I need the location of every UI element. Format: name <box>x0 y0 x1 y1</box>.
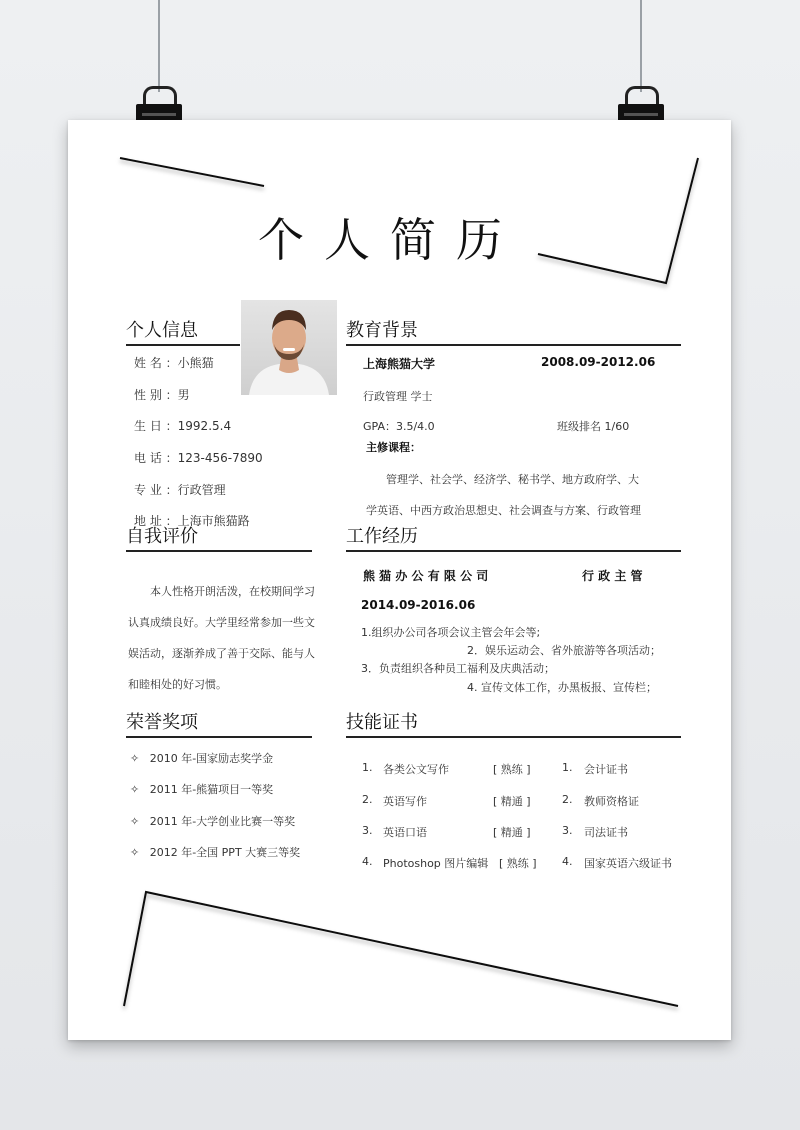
education-period: 2008.09-2012.06 <box>541 355 656 369</box>
hanging-wire-right <box>640 0 642 92</box>
section-heading-personal: 个人信息 <box>126 316 240 346</box>
field-label: 专 业 <box>134 483 162 497</box>
skill-number: 2. <box>362 793 373 806</box>
cert-name: 教师资格证 <box>584 795 639 808</box>
duty-item: 2．娱乐运动会、省外旅游等各项活动； <box>467 644 661 657</box>
section-heading-awards: 荣誉奖项 <box>126 708 312 738</box>
field-label: 地 址 <box>134 514 162 528</box>
info-row <box>134 354 214 371</box>
award-item <box>130 781 273 797</box>
school-name: 上海熊猫大学 <box>363 357 436 371</box>
skill-level: [ 精通 ] <box>493 826 531 839</box>
field-label: 电 话 <box>134 451 162 465</box>
page-title: 个人简历 <box>258 213 522 267</box>
skill-name: 英语口语 <box>383 826 427 839</box>
star-bullet-icon: ✧ <box>130 752 140 765</box>
skill-level: [ 精通 ] <box>493 795 531 808</box>
skill-number: 4. <box>362 855 373 868</box>
skill-name: 各类公文写作 <box>383 763 449 776</box>
field-label: 性 别 <box>134 388 162 402</box>
field-value: ：上海市熊猫路 <box>165 514 250 528</box>
courses-line-1: 管理学、社会学、经济学、秘书学、地方政府学、大 <box>386 473 639 486</box>
duty-item: 4. 宣传文体工作，办黑板报、宣传栏； <box>467 681 657 694</box>
skill-number: 3. <box>362 824 373 837</box>
cert-number: 3. <box>562 824 573 837</box>
self-eval-line: 和睦相处的好习惯。 <box>128 678 227 691</box>
self-eval-text <box>128 576 315 700</box>
field-value: ：行政管理 <box>165 483 226 497</box>
field-value: ：123-456-7890 <box>165 451 263 465</box>
class-rank: 班级排名 1/60 <box>557 420 630 433</box>
award-item <box>130 750 273 766</box>
duty-item: 1.组织办公司各项会议主管会年会等; <box>361 626 541 639</box>
skill-level: [ 熟练 ] <box>499 857 537 870</box>
job-position: 行 政 主 管 <box>582 569 643 583</box>
skill-number: 1. <box>362 761 373 774</box>
award-item <box>130 813 295 829</box>
info-row <box>134 481 226 498</box>
award-text: 2010 年-国家励志奖学金 <box>149 752 274 765</box>
cert-name: 司法证书 <box>584 826 628 839</box>
gpa: GPA：3.5/4.0 <box>363 420 435 433</box>
courses-label: 主修课程： <box>366 441 421 454</box>
section-heading-self-eval: 自我评价 <box>126 522 312 552</box>
award-item <box>130 844 300 860</box>
field-label: 生 日 <box>134 419 162 433</box>
award-text: 2011 年-熊猫项目一等奖 <box>149 783 274 796</box>
profile-photo <box>241 300 337 395</box>
field-value: ：小熊猫 <box>165 356 214 370</box>
cert-name: 会计证书 <box>584 763 628 776</box>
work-period: 2014.09-2016.06 <box>361 598 476 612</box>
self-eval-line: 本人性格开朗活泼，在校期间学习 <box>150 585 315 598</box>
star-bullet-icon: ✧ <box>130 815 140 828</box>
section-heading-skills: 技能证书 <box>346 708 681 738</box>
award-text: 2012 年-全国 PPT 大赛三等奖 <box>149 846 301 859</box>
courses-line-2: 学英语、中西方政治思想史、社会调查与方案、行政管理 <box>366 504 641 517</box>
cert-number: 1. <box>562 761 573 774</box>
self-eval-line: 娱活动，逐渐养成了善于交际、能与人 <box>128 647 315 660</box>
cert-number: 2. <box>562 793 573 806</box>
info-row <box>134 449 263 466</box>
star-bullet-icon: ✧ <box>130 783 140 796</box>
skill-name: Photoshop 图片编辑 <box>383 857 489 870</box>
cert-number: 4. <box>562 855 573 868</box>
skill-name: 英语写作 <box>383 795 427 808</box>
section-heading-work: 工作经历 <box>346 522 681 552</box>
info-row <box>134 386 190 403</box>
star-bullet-icon: ✧ <box>130 846 140 859</box>
resume-paper <box>68 120 731 1040</box>
field-value: ：1992.5.4 <box>165 419 232 433</box>
field-label: 姓 名 <box>134 356 162 370</box>
skill-level: [ 熟练 ] <box>493 763 531 776</box>
field-value: ：男 <box>165 388 190 402</box>
duty-item: 3．负责组织各种员工福利及庆典活动； <box>361 662 555 675</box>
cert-name: 国家英语六级证书 <box>584 857 672 870</box>
degree: 行政管理 学士 <box>363 390 433 403</box>
self-eval-line: 认真成绩良好。大学里经常参加一些文 <box>128 616 315 629</box>
award-text: 2011 年-大学创业比赛一等奖 <box>149 815 296 828</box>
company-name: 熊 猫 办 公 有 限 公 司 <box>363 569 489 583</box>
duties-list <box>358 622 688 702</box>
hanging-wire-left <box>158 0 160 92</box>
info-row <box>134 417 231 434</box>
section-heading-education: 教育背景 <box>346 316 681 346</box>
